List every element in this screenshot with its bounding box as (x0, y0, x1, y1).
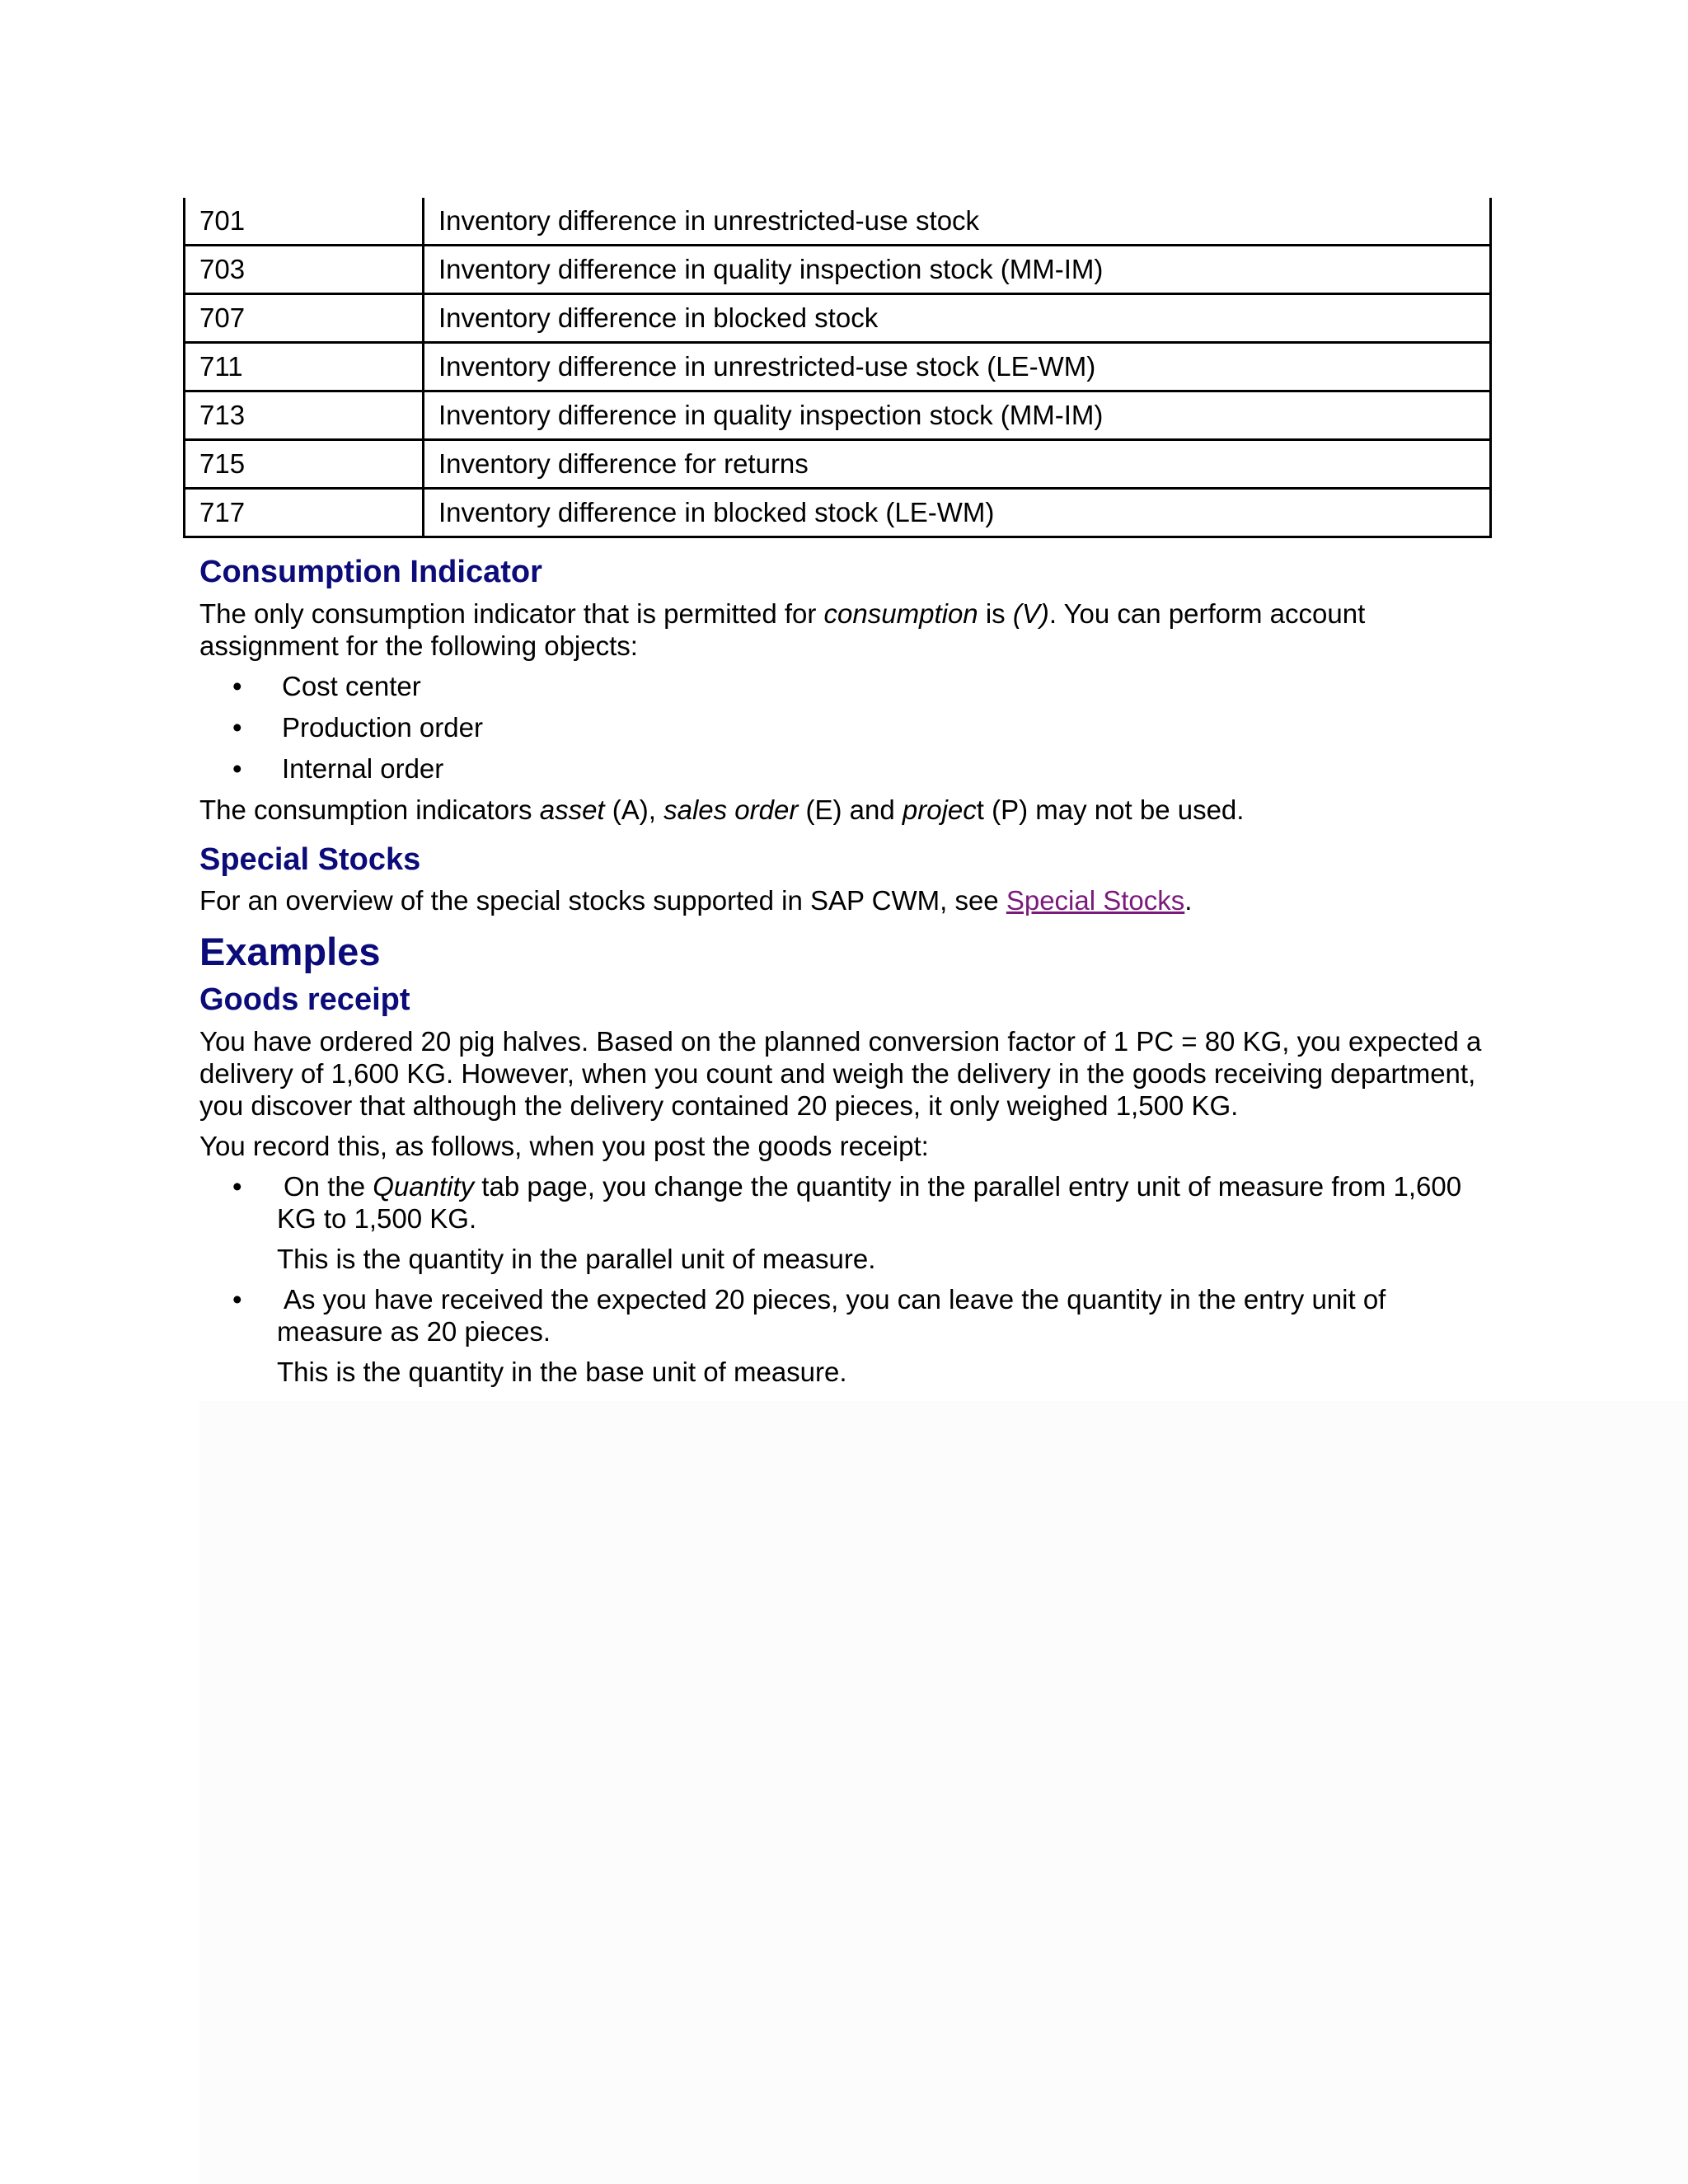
movement-code: 707 (185, 294, 424, 343)
table-row (185, 489, 1491, 537)
table-row (185, 198, 1491, 246)
text-run: For an overview of the special stocks supported in SAP CWM, see (199, 885, 1006, 916)
account-assignment-list (199, 670, 1493, 785)
movement-code: 717 (185, 489, 424, 537)
list-item (199, 670, 1493, 702)
bullet-icon: • (232, 1284, 242, 1315)
text-run: The only consumption indicator that is permitted for (199, 598, 824, 629)
movement-code: 701 (185, 198, 424, 246)
movement-code: 711 (185, 343, 424, 391)
list-item (199, 1170, 1493, 1275)
list-item-text: Production order (282, 711, 483, 743)
text-run: . (1184, 885, 1193, 916)
list-item (199, 711, 1493, 743)
emphasis-text: (V) (1012, 598, 1049, 629)
text-run: On the (284, 1171, 373, 1202)
movement-description: Inventory difference in quality inspection stock (MM-IM) (424, 246, 1491, 294)
table-row (185, 246, 1491, 294)
bullet-icon: • (232, 711, 242, 743)
list-item (199, 1283, 1493, 1388)
emphasis-text: projec (902, 794, 977, 825)
table-row (185, 391, 1491, 440)
goods-receipt-instructions: You record this, as follows, when you post the goods receipt: (199, 1131, 929, 1162)
emphasis-text: sales order (663, 794, 799, 825)
bullet-icon: • (232, 670, 242, 701)
emphasis-text: consumption (823, 598, 978, 629)
list-item-text: Cost center (282, 670, 421, 701)
text-run: is (978, 598, 1013, 629)
movement-description: Inventory difference in unrestricted-use stock (LE-WM) (424, 343, 1491, 391)
movement-type-table (183, 198, 1492, 538)
movement-description: Inventory difference in blocked stock (424, 294, 1491, 343)
movement-description: Inventory difference for returns (424, 440, 1491, 489)
step-text: As you have received the expected 20 pieces, you can leave the quantity in the entry unit of measure as 20 pieces. (277, 1284, 1386, 1347)
bullet-icon: • (232, 1171, 242, 1202)
text-run: t (P) may not be used. (976, 794, 1245, 825)
body-text (183, 555, 1493, 1388)
movement-code: 713 (185, 391, 424, 440)
special-stocks-link[interactable]: Special Stocks (1006, 885, 1185, 916)
step-note: This is the quantity in the parallel unit of measure. (277, 1244, 876, 1275)
list-item-text: Internal order (282, 752, 444, 784)
goods-receipt-steps (199, 1170, 1493, 1388)
text-run: . You can perform account assignment for the following objects: (199, 598, 1366, 661)
movement-code: 703 (185, 246, 424, 294)
emphasis-text: Quantity (373, 1171, 475, 1202)
movement-description: Inventory difference in quality inspection stock (MM-IM) (424, 391, 1491, 440)
table-row (185, 343, 1491, 391)
table-row (185, 294, 1491, 343)
movement-description: Inventory difference in unrestricted-use stock (424, 198, 1491, 246)
examples-heading: Examples (199, 930, 381, 974)
text-run: (E) and (798, 794, 903, 825)
consumption-indicator-heading: Consumption Indicator (199, 555, 542, 589)
emphasis-text: asset (539, 794, 605, 825)
list-item (199, 752, 1493, 785)
document-content (183, 198, 1493, 1396)
page-background-tint (199, 1401, 1688, 2184)
consumption-intro-paragraph (199, 598, 1493, 662)
bullet-icon: • (232, 752, 242, 784)
special-stocks-paragraph (199, 884, 1493, 916)
step-note: This is the quantity in the base unit of measure. (277, 1357, 847, 1388)
text-run: (A), (604, 794, 664, 825)
consumption-outro-paragraph (199, 794, 1493, 826)
text-run: The consumption indicators (199, 794, 540, 825)
special-stocks-heading: Special Stocks (199, 841, 421, 877)
movement-code: 715 (185, 440, 424, 489)
table-row (185, 440, 1491, 489)
movement-description: Inventory difference in blocked stock (LE-WM) (424, 489, 1491, 537)
goods-receipt-paragraph: You have ordered 20 pig halves. Based on the planned conversion factor of 1 PC = 80 KG, you expected a delivery of 1,600 KG. However, when you count and weigh the delivery in the goods receiving department, you discover that although the delivery contained 20 pieces, it only weighed 1,500 KG. (199, 1026, 1482, 1122)
step-text (277, 1171, 1461, 1234)
text-run: tab page, you change the quantity in the parallel entry unit of measure from 1,600 KG to 1,500 KG. (277, 1171, 1462, 1235)
goods-receipt-heading: Goods receipt (199, 982, 410, 1018)
